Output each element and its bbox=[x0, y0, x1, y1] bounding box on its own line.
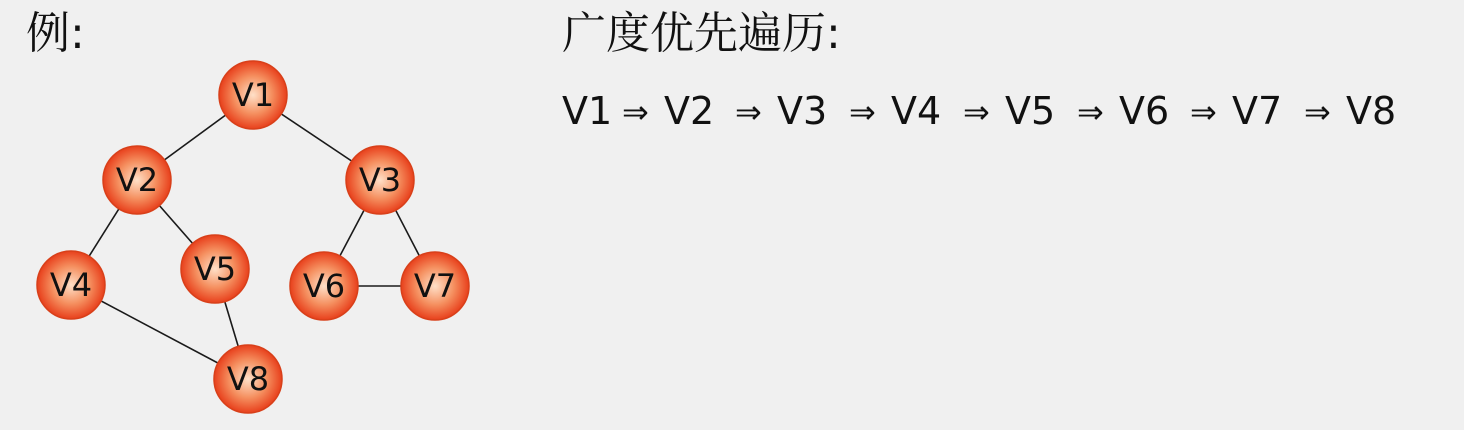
sequence-item-v4: V4 bbox=[891, 89, 942, 133]
node-v3 bbox=[346, 146, 414, 214]
sequence-item-v1: V1 bbox=[562, 89, 613, 133]
arrow-icon: ⇒ bbox=[1304, 93, 1331, 131]
sequence-item-v2: V2 bbox=[664, 89, 715, 133]
node-v1 bbox=[219, 61, 287, 129]
example-label: 例: bbox=[26, 8, 85, 59]
arrow-icon: ⇒ bbox=[1190, 93, 1217, 131]
node-label: V5 bbox=[193, 250, 237, 288]
node-label: V3 bbox=[358, 161, 402, 199]
node-label: V6 bbox=[302, 267, 346, 305]
node-label: V4 bbox=[49, 266, 93, 304]
sequence-item-v6: V6 bbox=[1119, 89, 1170, 133]
bfs-title: 广度优先遍历: bbox=[562, 8, 841, 59]
node-label: V1 bbox=[231, 76, 275, 114]
arrow-icon: ⇒ bbox=[622, 93, 649, 131]
sequence-item-v3: V3 bbox=[777, 89, 828, 133]
graph-diagram bbox=[0, 0, 520, 430]
node-v2 bbox=[103, 146, 171, 214]
bfs-sequence bbox=[562, 86, 1442, 136]
node-label: V8 bbox=[226, 360, 270, 398]
sequence-item-v7: V7 bbox=[1232, 89, 1283, 133]
sequence-item-v8: V8 bbox=[1346, 89, 1397, 133]
node-v4 bbox=[37, 251, 105, 319]
node-label: V7 bbox=[413, 267, 457, 305]
arrow-icon: ⇒ bbox=[1077, 93, 1104, 131]
arrow-icon: ⇒ bbox=[963, 93, 990, 131]
node-v6 bbox=[290, 252, 358, 320]
node-v8 bbox=[214, 345, 282, 413]
arrow-icon: ⇒ bbox=[735, 93, 762, 131]
edges bbox=[71, 95, 435, 379]
node-v5 bbox=[181, 235, 249, 303]
sequence-item-v5: V5 bbox=[1005, 89, 1056, 133]
arrow-icon: ⇒ bbox=[849, 93, 876, 131]
node-v7 bbox=[401, 252, 469, 320]
node-label: V2 bbox=[115, 161, 159, 199]
